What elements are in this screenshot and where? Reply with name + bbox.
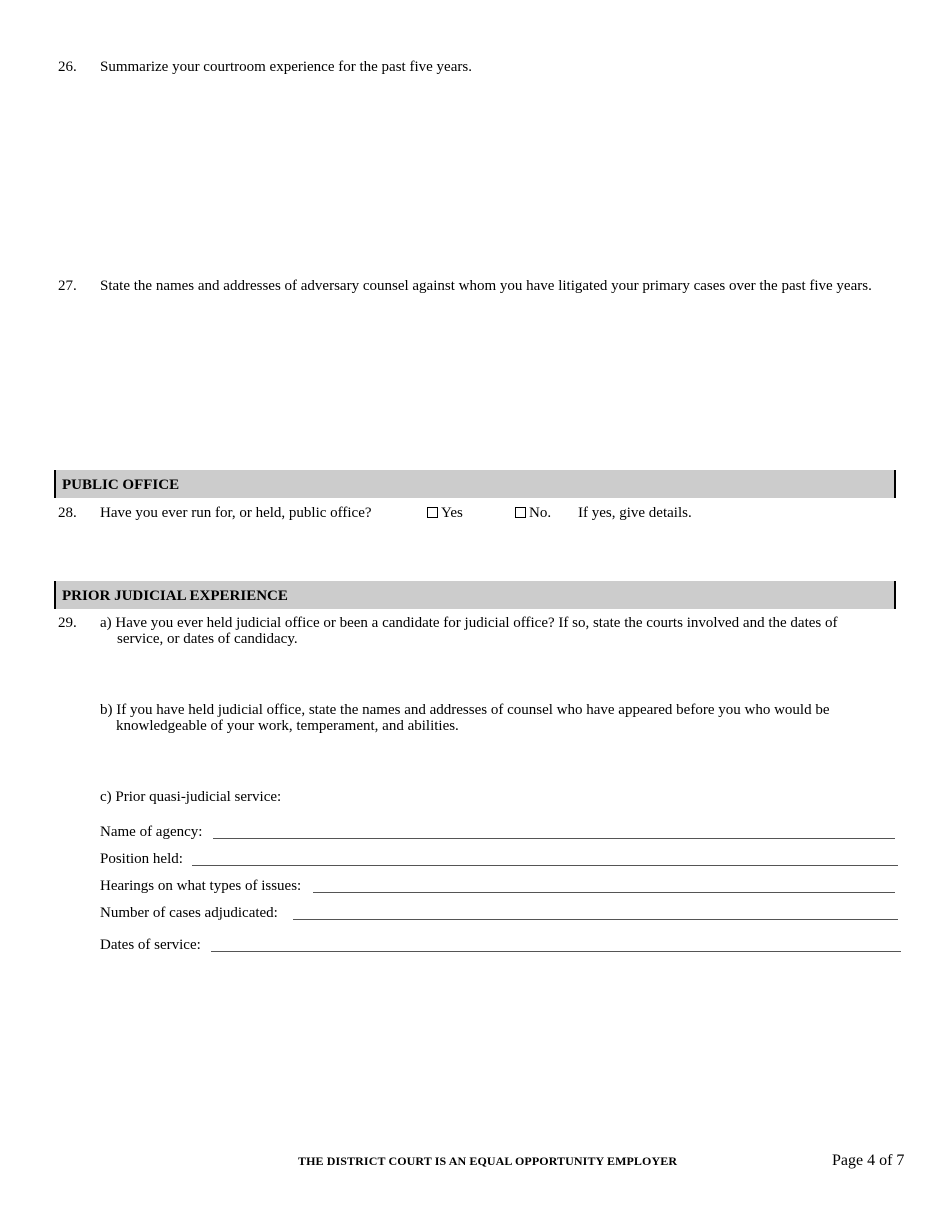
cases-label: Number of cases adjudicated: bbox=[100, 905, 278, 921]
prior-judicial-section-header bbox=[54, 581, 896, 609]
question-29c-text: c) Prior quasi-judicial service: bbox=[100, 789, 282, 805]
section-title: PUBLIC OFFICE bbox=[62, 477, 180, 493]
question-27-text: State the names and addresses of adversary counsel against whom you have litigated your primary cases over the past five years. bbox=[100, 278, 872, 294]
section-title: PRIOR JUDICIAL EXPERIENCE bbox=[62, 588, 288, 604]
position-label: Position held: bbox=[100, 851, 183, 867]
yes-checkbox[interactable] bbox=[427, 507, 438, 518]
no-label: No. bbox=[529, 505, 552, 521]
question-26-number: 26. bbox=[58, 59, 77, 75]
question-29-number: 29. bbox=[58, 615, 77, 631]
public-office-section-header bbox=[54, 470, 896, 498]
position-input-line[interactable] bbox=[192, 865, 898, 866]
hearings-label: Hearings on what types of issues: bbox=[100, 878, 302, 894]
dates-label: Dates of service: bbox=[100, 937, 201, 953]
question-27-number: 27. bbox=[58, 278, 77, 294]
cases-input-line[interactable] bbox=[293, 919, 898, 920]
dates-input-line[interactable] bbox=[211, 951, 901, 952]
question-28-text: Have you ever run for, or held, public office? bbox=[100, 505, 372, 521]
no-checkbox[interactable] bbox=[515, 507, 526, 518]
agency-label: Name of agency: bbox=[100, 824, 203, 840]
question-26-text: Summarize your courtroom experience for the past five years. bbox=[100, 59, 472, 75]
question-29a-text: a) Have you ever held judicial office or been a candidate for judicial office? If so, state the courts involved and the dates of service, or dates of candidacy. bbox=[100, 615, 838, 647]
question-29b-text: b) If you have held judicial office, state the names and addresses of counsel who have appeared before you who would be knowledgeable of your work, temperament, and abilities. bbox=[100, 702, 830, 734]
page-number: Page 4 of 7 bbox=[832, 1152, 905, 1169]
yes-label: Yes bbox=[441, 505, 463, 521]
equal-opportunity-notice: THE DISTRICT COURT IS AN EQUAL OPPORTUNITY EMPLOYER bbox=[298, 1154, 678, 1168]
no-option[interactable] bbox=[515, 505, 551, 521]
agency-input-line[interactable] bbox=[213, 838, 895, 839]
details-label: If yes, give details. bbox=[578, 505, 692, 521]
yes-option[interactable] bbox=[427, 505, 463, 521]
hearings-input-line[interactable] bbox=[313, 892, 895, 893]
question-28-number: 28. bbox=[58, 505, 77, 521]
